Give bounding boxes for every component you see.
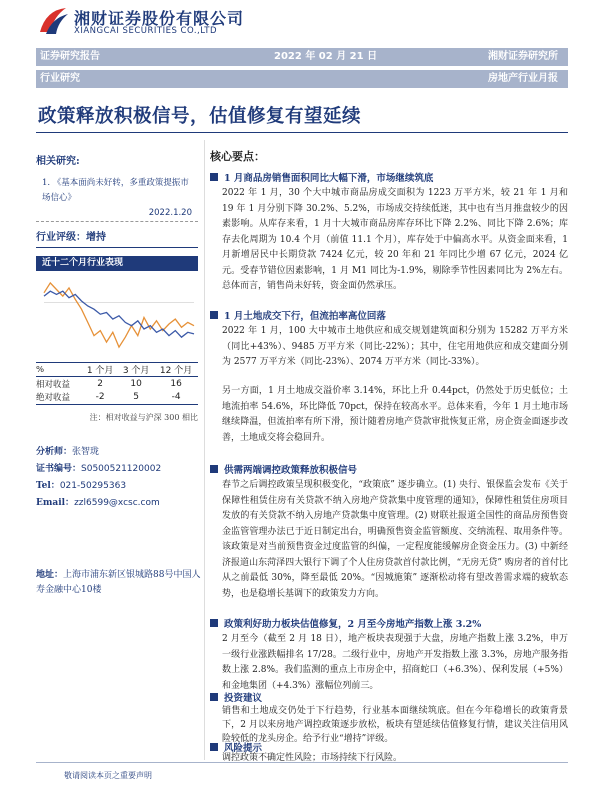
chart-series-line-2 <box>44 291 194 337</box>
chart-series-line-1 <box>44 283 194 347</box>
table-cell: -2 <box>82 391 118 405</box>
section-paragraph: 春节之后调控政策呈现积极变化，“政策底” 逐步确立。(1) 央行、银保监会发布《关于保障性租赁住房有关贷款不纳入房地产贷款集中度管理的通知》，保障性租赁住房项目发放的有关贷款不纳入房地产贷款集中度管理。(2) 财联社报道全国性的商品房预售资金监管管理办法已于近日制定出台，明确预售资金监管额度、交纳流程、取用条件等。该政策是对当前预售资金过度监管的纠偏，一定程度能缓解房企资金压力。(3) 中新经济报道山东菏泽四大银行下调了个人住房贷款首付款比例，“无房无贷” 购房者的首付比从之前最低 30%，降至最低 20%。“因城施策” 逐渐松动将有望改善需求端的疲软态势，也是稳增长基调下的政策发力方向。 <box>222 480 568 599</box>
section-heading <box>210 616 481 630</box>
analyst-name: 张智珑 <box>72 447 100 457</box>
bullet-square-icon <box>210 465 218 473</box>
header-band-top <box>36 48 568 66</box>
performance-table-header <box>36 363 198 377</box>
address-value: 上海市浦东新区银城路88号中国人寿金融中心10楼 <box>36 570 201 595</box>
section-heading-text: 1 月土地成交下行，但流拍率高位回落 <box>224 311 386 322</box>
header-band-bottom <box>36 70 568 88</box>
section-paragraph: 2022 年 1 月，30 个大中城市商品房成交面积为 1223 万平方米，较 21 年 1 月和 19 年 1 月分别下降 30.2%、5.2%，市场成交持续低迷，其中也有当月推盘较少的因素影响。从库存来看，1 月十大城市商品房库存环比下降 2.2%、同比下降 2.6%；库存去化周期为 10.4 个月（前值 11.1 个月），库存处于中偏高水平。从资金面来看，1 月新增居民中长期贷款 7424 亿元，较 20 年和 21 年同比少增 67 亿元，2024 亿元。受春节错位因素影响，1 月 M1 同比为-1.9%，剔除季节性因素同比为 2%左右。总体而言，销售尚未好转，资金面仍然承压。 <box>222 188 568 291</box>
company-name-en: XIANGCAI SECURITIES CO.,LTD <box>74 26 218 36</box>
company-logo-icon <box>36 4 70 38</box>
section-heading-text: 政策利好助力板块估值修复，2 月至今房地产指数上涨 3.2% <box>224 619 482 630</box>
report-title: 政策释放积极信号，估值修复有望延续 <box>38 106 362 127</box>
table-cell: -4 <box>154 391 198 405</box>
section-heading <box>210 170 433 184</box>
cert-value: S0500521120002 <box>81 464 162 474</box>
email-label: Email： <box>36 498 75 508</box>
tel-label: Tel： <box>36 481 60 491</box>
address-label: 地址： <box>36 570 64 580</box>
core-points-heading: 核心要点： <box>210 150 265 163</box>
analyst-info <box>36 444 204 512</box>
report-category: 行业研究 <box>40 73 80 84</box>
related-research-date: 2022.1.20 <box>148 208 192 218</box>
company-name-cn: 湘财证券股份有限公司 <box>74 9 245 28</box>
bullet-square-icon <box>210 173 218 181</box>
header-cell: 3 个月 <box>118 363 154 377</box>
section-heading-text: 投资建议 <box>224 693 263 704</box>
bullet-square-icon <box>210 311 218 319</box>
header-cell: 12 个月 <box>154 363 198 377</box>
section-paragraph: 调控政策不确定性风险；市场持续下行风险。 <box>222 753 403 763</box>
section-paragraph: 2022 年 1 月，100 大中城市土地供应和成交规划建筑面积分别为 15282 万平方米（同比+43%）、9485 万平方米（同比-22%）；其中，住宅用地供应和成交建面分别为 2577 万平方米（同比-23%）、2074 万平方米（同比-33%）。 <box>222 326 568 367</box>
row-label: 相对收益 <box>36 379 71 390</box>
table-note: 注：相对收益与沪深 300 相比 <box>89 413 198 422</box>
header-cell: 1 个月 <box>82 363 118 377</box>
section-paragraph: 2 月至今（截至 2 月 18 日），地产板块表现强于大盘，房地产指数上涨 3.2%，申万一级行业涨跌幅排名 17/28。二级行业中，房地产开发指数上涨 3.3%，房地产服务指数上涨 2.8%。我们监测的重点上市房企中，招商蛇口（+6.3%）、保利发展（+5%）和金地集团（+4.3%）涨幅位列前三。 <box>222 634 568 691</box>
section-heading-text: 1 月商品房销售面积同比大幅下滑，市场继续筑底 <box>224 173 434 184</box>
industry-rating: 行业评级：增持 <box>36 228 198 248</box>
footer-divider <box>36 762 568 763</box>
related-research-item[interactable] <box>42 176 192 221</box>
related-divider <box>36 221 198 222</box>
analyst-label: 分析师： <box>36 447 73 457</box>
row-label: 绝对收益 <box>36 391 82 405</box>
section-heading <box>210 690 262 704</box>
title-divider <box>36 132 568 133</box>
performance-table <box>36 362 198 405</box>
performance-line-chart <box>40 272 198 358</box>
bullet-square-icon <box>210 743 218 751</box>
cert-label: 证书编号： <box>36 464 82 474</box>
table-cell: 16 <box>170 378 182 389</box>
header-cell: % <box>36 363 82 377</box>
section-heading-text: 风险提示 <box>224 743 263 754</box>
bullet-square-icon <box>210 619 218 627</box>
table-cell: 2 <box>97 378 103 389</box>
section-heading <box>210 462 357 476</box>
tel-value: 021-50295363 <box>59 481 127 491</box>
bullet-square-icon <box>210 693 218 701</box>
section-heading <box>210 308 386 322</box>
table-cell: 10 <box>130 378 142 389</box>
email-link[interactable]: zzl6599@xcsc.com <box>74 498 160 508</box>
report-subcategory: 房地产行业月报 <box>488 73 558 84</box>
section-heading-text: 供需两端调控政策释放积极信号 <box>224 465 358 476</box>
table-row <box>36 377 198 391</box>
related-research-title[interactable]: 1. 《基本面尚未好转，多重政策提振市场信心》 <box>42 178 189 203</box>
related-research-heading: 相关研究: <box>36 156 80 167</box>
institute-name: 湘财证券研究所 <box>488 51 558 62</box>
table-cell: 5 <box>118 391 154 405</box>
address-block <box>36 568 204 598</box>
report-type: 证券研究报告 <box>40 51 100 62</box>
performance-chart-title: 近十二个月行业表现 <box>36 256 198 271</box>
report-date: 2022 年 02 月 21 日 <box>274 51 378 62</box>
footer-disclaimer[interactable]: 敬请阅读本页之重要声明 <box>64 771 152 780</box>
table-row <box>36 391 198 405</box>
section-paragraph: 销售和土地成交仍处于下行趋势，行业基本面继续筑底。但在今年稳增长的政策背景下，2 月以来房地产调控政策逐步放松，板块有望延续估值修复行情，建议关注信用风险较低的龙头房企。给予行业“增持”评级。 <box>222 706 568 744</box>
section-paragraph: 另一方面，1 月土地成交溢价率 3.14%，环比上升 0.44pct，仍然处于历史低位；土地流拍率 54.6%，环比降低 70pct，保持在较高水平。总体来看，今年 1 月土地市场继续降温，但流拍率有所下滑，预计随着房地产贷款审批恢复正常，房企资金面逐步改善，土地成交将会稳回升。 <box>222 386 568 443</box>
column-divider <box>204 140 205 760</box>
